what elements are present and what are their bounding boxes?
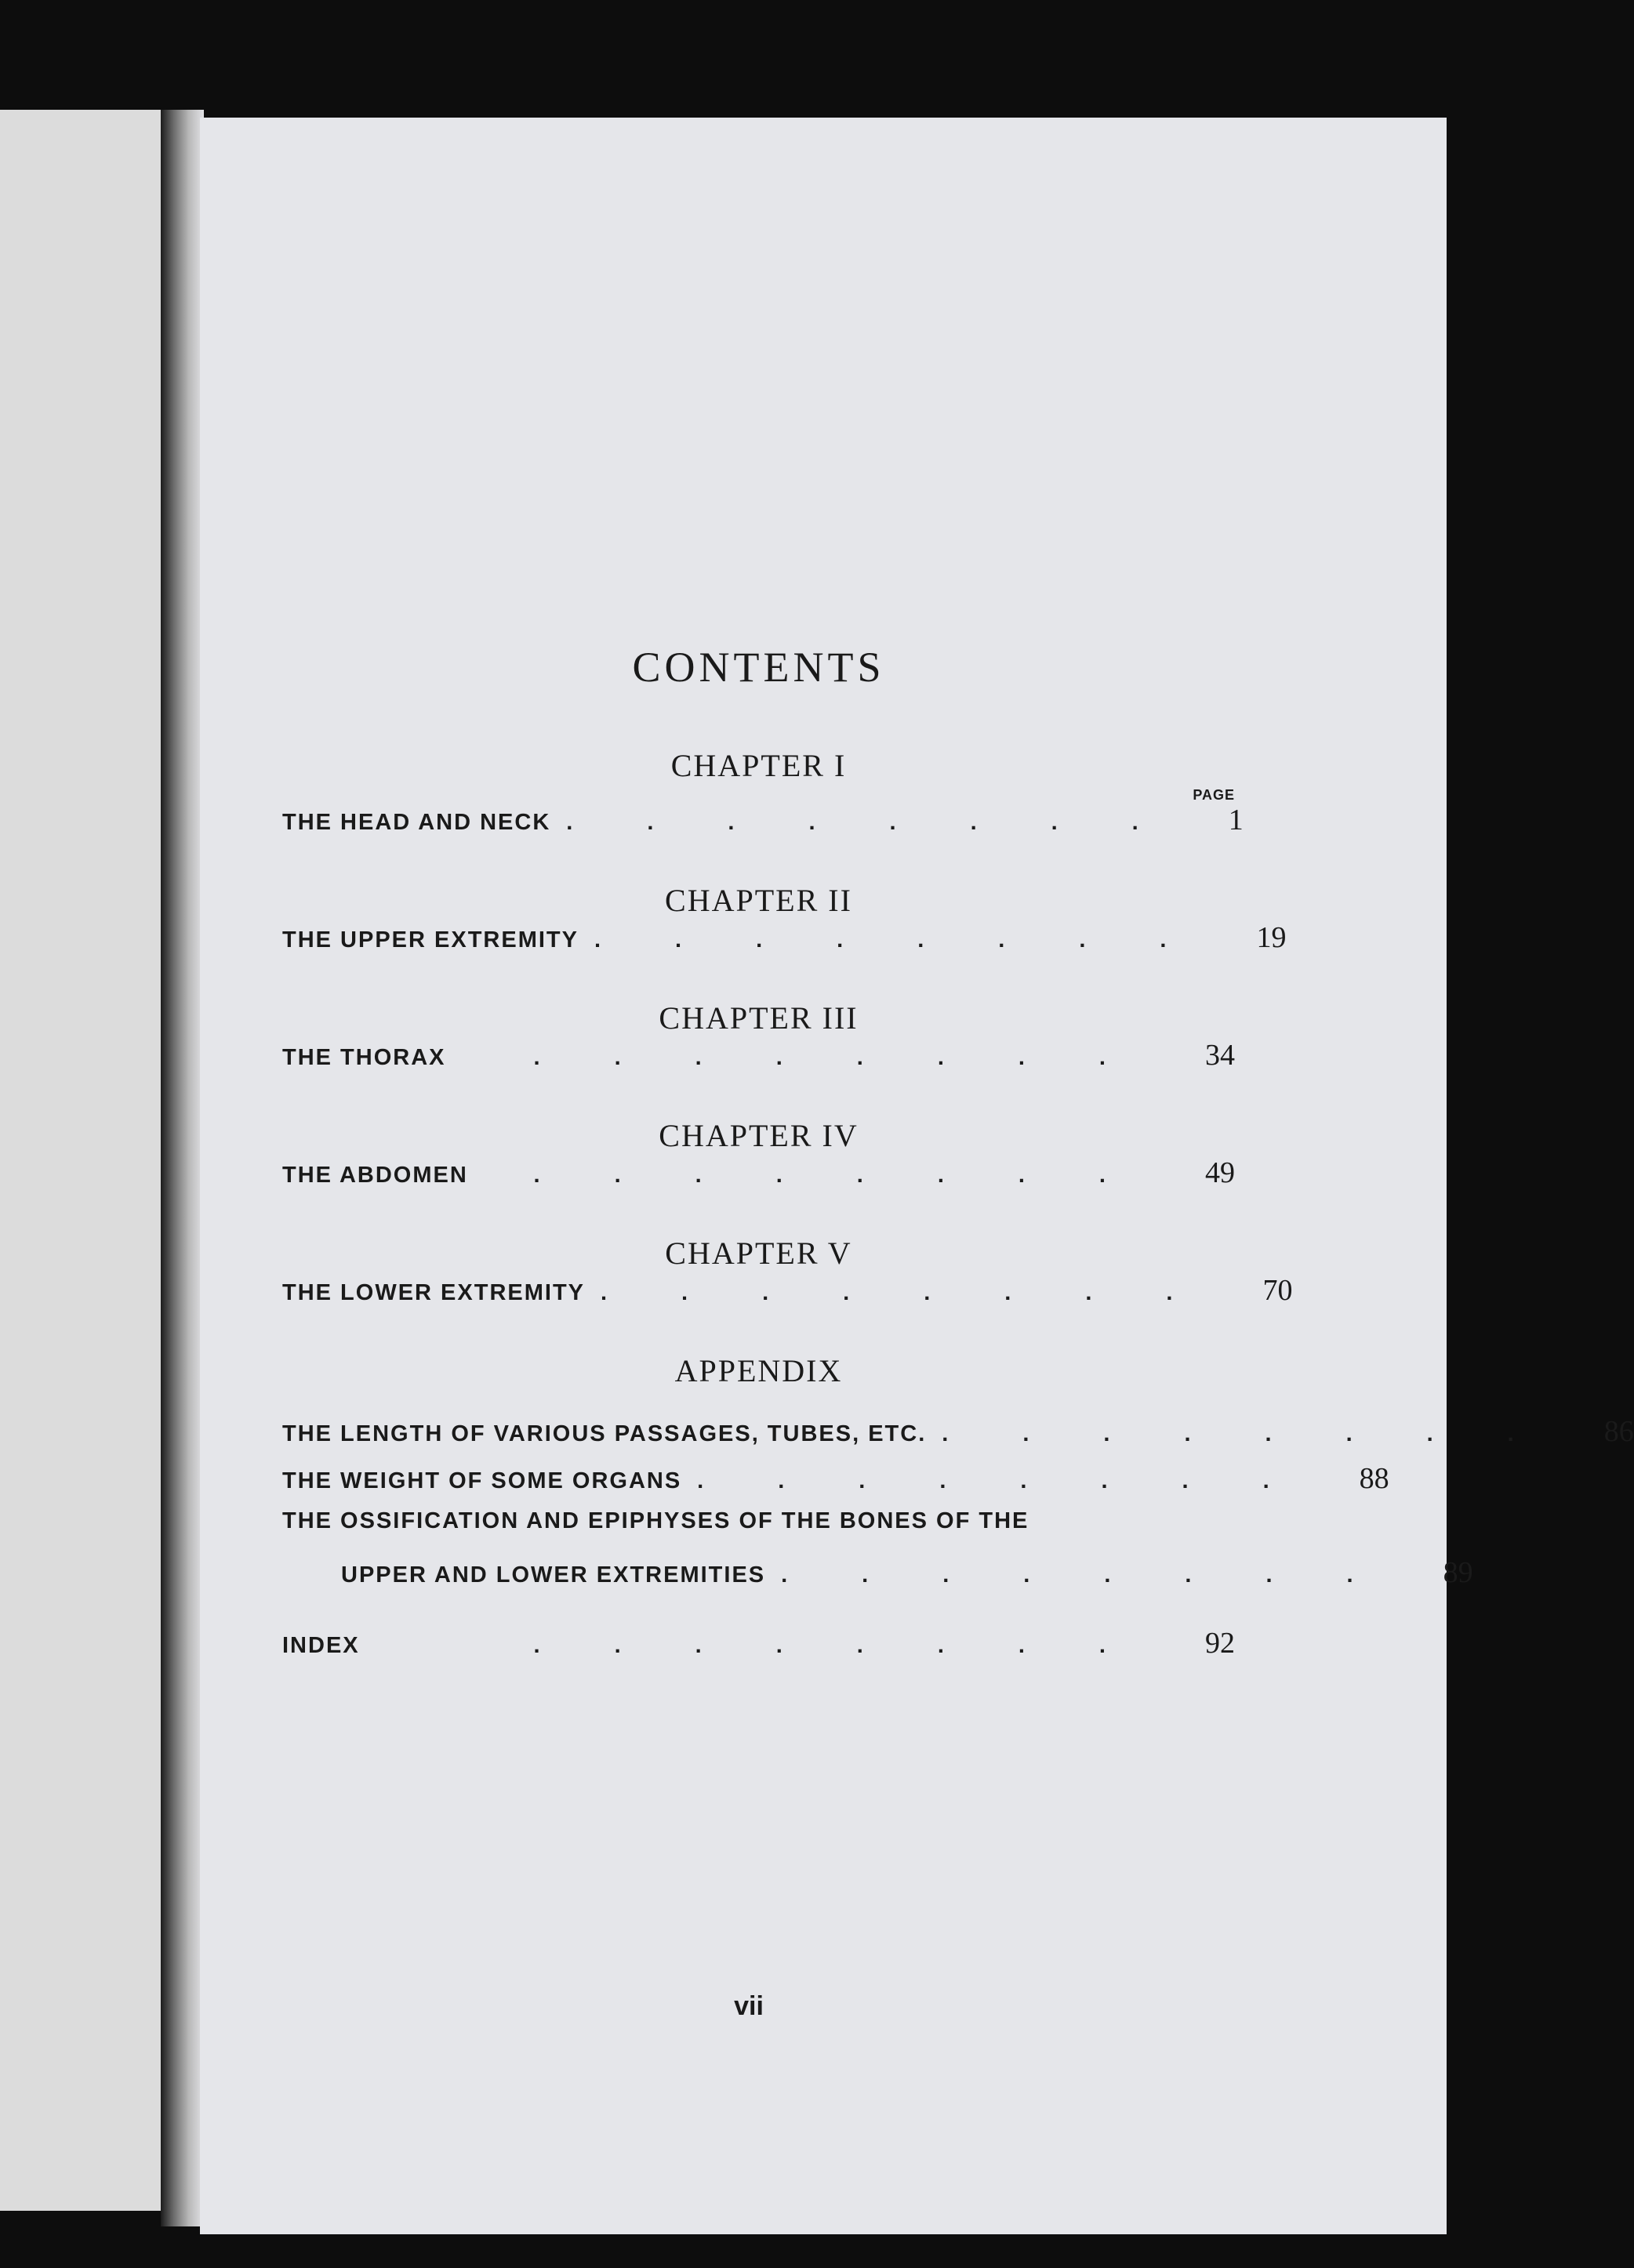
page-number: 19 [1256, 921, 1287, 954]
toc-row [282, 1273, 1293, 1320]
dot-leader: ........ [697, 1468, 1344, 1493]
dot-leader: ........ [601, 1280, 1247, 1305]
dot-leader: ........ [594, 927, 1241, 953]
toc-entry: THE LENGTH OF VARIOUS PASSAGES, TUBES, ETC. [282, 1421, 927, 1446]
index-row [282, 1626, 1235, 1673]
appendix [282, 1352, 1634, 1602]
chapter-5 [282, 1234, 1293, 1320]
toc-row [282, 1461, 1389, 1508]
toc-entry: THE OSSIFICATION AND EPIPHYSES OF THE BONES OF THE [282, 1508, 1029, 1533]
dot-leader: ........ [533, 1163, 1180, 1188]
toc-row [282, 1414, 1634, 1461]
toc-row [282, 920, 1287, 967]
contents-title: CONTENTS [632, 644, 885, 691]
toc-row [282, 803, 1244, 850]
toc-entry: THE WEIGHT OF SOME ORGANS [282, 1468, 682, 1493]
chapter-3 [282, 999, 1235, 1085]
page-folio: vii [734, 1991, 764, 2021]
dot-leader: ........ [533, 1045, 1180, 1070]
toc-entry: THE LOWER EXTREMITY [282, 1280, 585, 1305]
dot-leader: ........ [566, 810, 1213, 835]
toc-entry: THE UPPER EXTREMITY [282, 927, 579, 953]
dot-leader: ........ [942, 1421, 1589, 1446]
appendix-heading: APPENDIX [674, 1353, 843, 1388]
toc-entry: INDEX [282, 1633, 360, 1658]
page-number: 92 [1205, 1627, 1235, 1660]
chapter-heading: CHAPTER III [659, 1000, 859, 1036]
page-number: 34 [1205, 1039, 1235, 1072]
toc-entry: THE HEAD AND NECK [282, 810, 551, 835]
chapter-2 [282, 881, 1287, 967]
chapter-heading: CHAPTER IV [659, 1118, 859, 1153]
toc-entry: UPPER AND LOWER EXTREMITIES [341, 1562, 766, 1588]
chapter-heading: CHAPTER I [670, 748, 847, 783]
dot-leader: ........ [533, 1633, 1180, 1658]
chapter-heading: CHAPTER V [665, 1236, 852, 1271]
page-number: 86 [1603, 1415, 1634, 1448]
chapter-heading: CHAPTER II [665, 883, 852, 918]
table-of-contents [282, 643, 1634, 1673]
chapter-1 [282, 746, 1244, 850]
page-number: 49 [1205, 1156, 1235, 1189]
toc-entry: THE ABDOMEN [282, 1163, 468, 1188]
toc-row [282, 1555, 1473, 1602]
facing-page [0, 110, 161, 2211]
toc-entry: THE THORAX [282, 1045, 446, 1070]
page-number: 88 [1359, 1462, 1389, 1495]
page-number: 1 [1228, 804, 1244, 836]
dot-leader: ........ [781, 1562, 1428, 1588]
page-number: 89 [1443, 1556, 1473, 1589]
toc-row [282, 1038, 1235, 1085]
chapter-4 [282, 1116, 1235, 1203]
book-gutter-shadow [161, 110, 204, 2226]
page-column-label: PAGE [1193, 787, 1235, 803]
toc-row [282, 1156, 1235, 1203]
toc-row [282, 1508, 1235, 1555]
page-number: 70 [1262, 1274, 1293, 1307]
